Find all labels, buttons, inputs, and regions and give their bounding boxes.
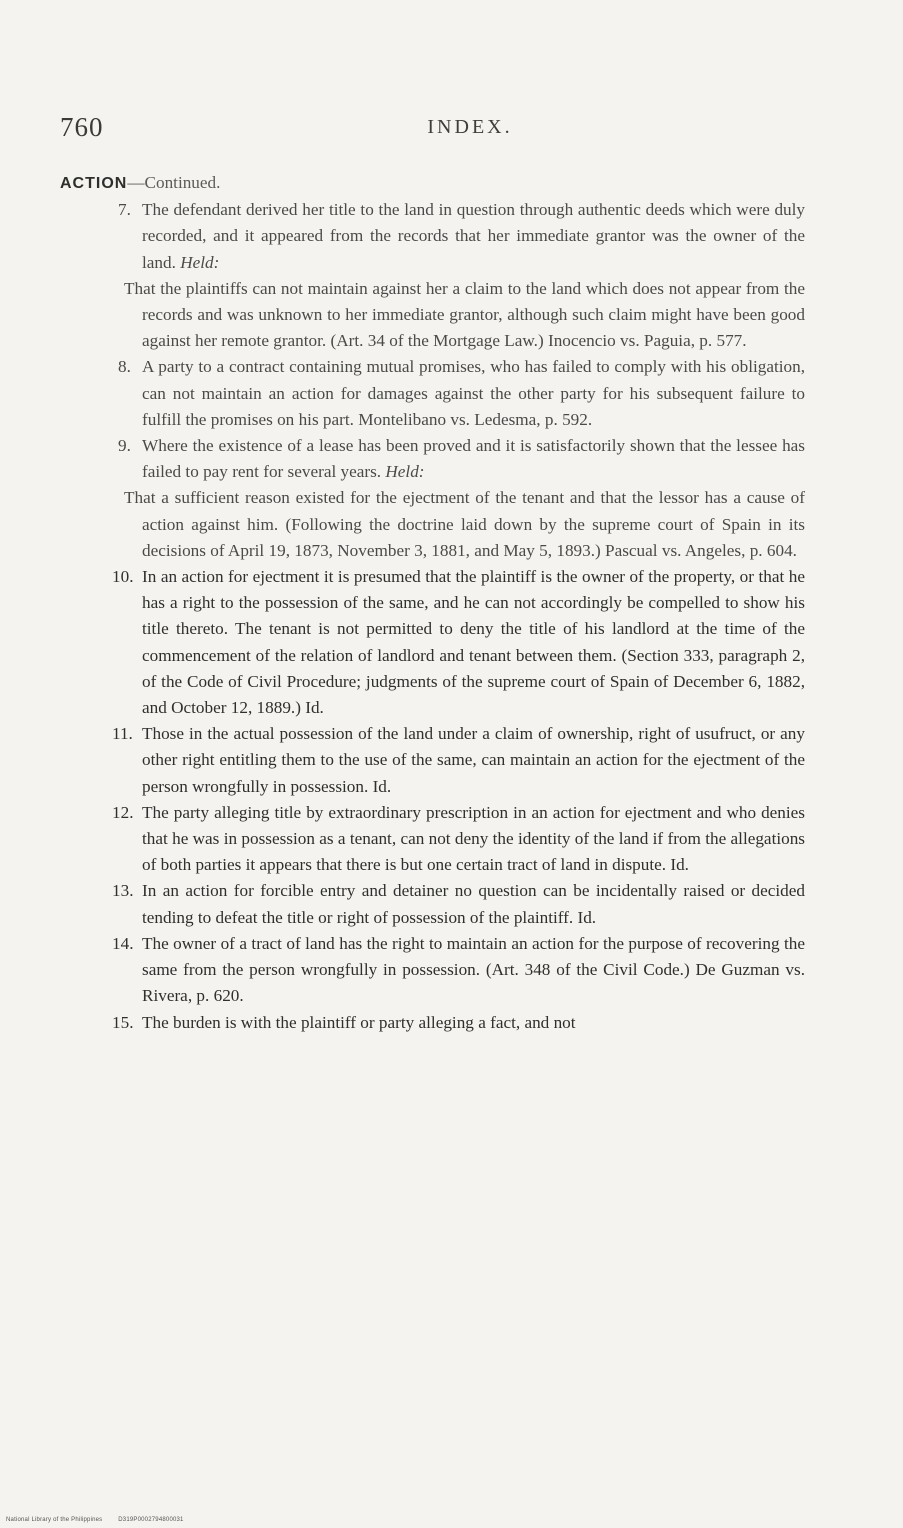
- index-entry: [60, 433, 805, 485]
- entry-number: 11.: [112, 724, 133, 744]
- entry-number: 14.: [112, 933, 134, 953]
- index-entry: [60, 354, 805, 433]
- index-entry: [60, 800, 805, 879]
- index-entry: [60, 721, 805, 800]
- entry-holding: That a sufficient reason existed for the ejectment of the tenant and that the lessor has a cause of action against him. (Following the doctrine laid down by the supreme court of Spain in its decisions of April 19, 1873, November 3, 1881, and May 5, 1893.) Pascual vs. Angeles, p. 604.: [124, 488, 805, 560]
- entry-text: Where the existence of a lease has been proved and it is satisfactorily shown that the lessee has failed to pay rent for several years.: [142, 436, 805, 482]
- entry-text: In an action for forcible entry and detainer no question can be incidentally raised or decided tending to defeat the title or right of possession of the plaintiff. Id.: [142, 881, 805, 927]
- scan-identifier: D319P0002794800031: [118, 1517, 184, 1523]
- entry-text: A party to a contract containing mutual promises, who has failed to comply with his obligation, can not maintain an action for damages against the other party for his subsequent failure to fulfill the promises on his part. Montelibano vs. Ledesma, p. 592.: [142, 357, 805, 429]
- page-number: 760: [60, 112, 104, 142]
- index-entry: [60, 878, 805, 930]
- entry-text: The burden is with the plaintiff or party alleging a fact, and not: [142, 1012, 576, 1032]
- index-entry: [60, 931, 805, 1010]
- index-content: [60, 170, 805, 1036]
- entry-text: Those in the actual possession of the land under a claim of ownership, right of usufruct, or any other right entitling them to the use of the same, can maintain an action for the ejectment of the person wrongfully in possession. Id.: [142, 724, 805, 796]
- heading-title: ACTION: [60, 175, 128, 192]
- entry-number: 7.: [118, 200, 131, 220]
- entry-number: 8.: [118, 357, 131, 377]
- held-label: Held:: [180, 252, 220, 272]
- entry-text: In an action for ejectment it is presumed that the plaintiff is the owner of the property, or that he has a right to the possession of the same, and he can not accordingly be compelled to show his title thereto. The tenant is not permitted to deny the title of his landlord at the time of the commencement of the relation of landlord and tenant between them. (Section 333, paragraph 2, of the Code of Civil Procedure; judgments of the supreme court of Spain of December 6, 1882, and October 12, 1889.) Id.: [142, 567, 805, 718]
- entry-text: The defendant derived her title to the land in question through authentic deeds which were duly recorded, and it appeared from the records that her immediate grantor was the owner of the land.: [142, 200, 805, 272]
- entry-text: The party alleging title by extraordinary prescription in an action for ejectment and who denies that he was in possession as a tenant, can not deny the identity of the land if from the allegations of both parties it appears that there is but one certain tract of land in dispute. Id.: [142, 802, 805, 875]
- entry-holding: That the plaintiffs can not maintain against her a claim to the land which does not appear from the records and was unknown to her immediate grantor, although such claim might have been good against her remote grantor. (Art. 34 of the Mortgage Law.) Inocencio vs. Paguia, p. 577.: [124, 278, 805, 351]
- entry-number: 12.: [112, 802, 134, 822]
- heading-subtitle: —Continued.: [127, 173, 221, 192]
- index-entry: [60, 1010, 805, 1036]
- entry-number: 13.: [112, 881, 134, 901]
- section-heading: [60, 170, 805, 197]
- index-entry: [60, 564, 805, 721]
- entry-number: 10.: [112, 567, 134, 587]
- page-header: [60, 112, 820, 152]
- index-entry: [60, 197, 805, 276]
- library-credit: National Library of the Philippines: [6, 1517, 103, 1523]
- running-title: INDEX.: [427, 116, 513, 138]
- entry-number: 15.: [112, 1012, 134, 1032]
- scan-footer: [6, 1517, 198, 1523]
- entry-number: 9.: [118, 436, 131, 456]
- held-label: Held:: [385, 462, 425, 482]
- entry-text: The owner of a tract of land has the right to maintain an action for the purpose of recovering the same from the person wrongfully in possession. (Art. 348 of the Civil Code.) De Guzman vs. Rivera, p. 620.: [142, 933, 805, 1006]
